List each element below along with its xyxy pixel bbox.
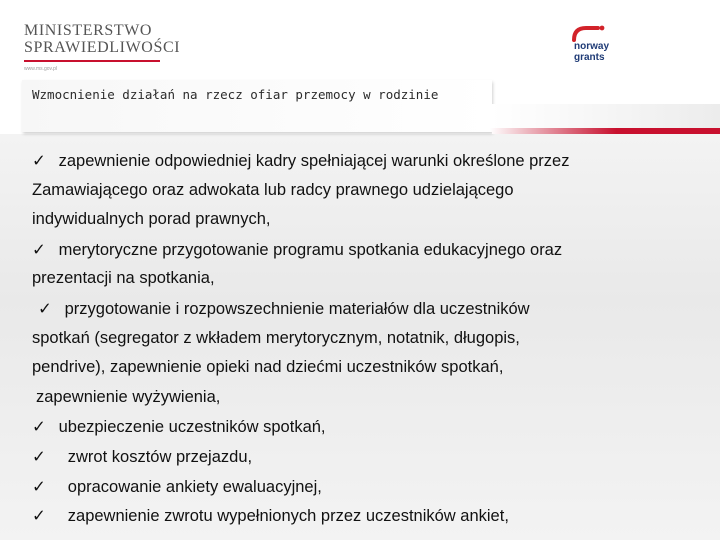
- list-item-text: przygotowanie i rozpowszechnienie materiałów dla uczestników: [64, 299, 530, 318]
- list-item: [32, 501, 692, 531]
- ministry-logo: [24, 22, 181, 78]
- list-item: [32, 442, 692, 472]
- list-item-text: pendrive), zapewnienie opieki nad dziećmi uczestników spotkań,: [32, 358, 504, 377]
- list-item-text: opracowanie ankiety ewaluacyjnej,: [67, 477, 322, 496]
- checkmark-icon: ✓: [32, 446, 46, 466]
- norway-grants-mark-icon: [568, 24, 628, 42]
- norway-grants-line2: grants: [574, 52, 605, 63]
- ministry-logo-underline: [24, 60, 160, 62]
- list-item-continuation: [32, 205, 692, 235]
- norway-grants-line1: norway: [574, 41, 610, 52]
- norway-grants-text: [574, 41, 609, 63]
- list-item: [32, 235, 692, 265]
- list-item-text: zwrot kosztów przejazdu,: [67, 447, 253, 466]
- norway-grants-logo: [560, 24, 632, 74]
- ministry-url: www.ms.gov.pl: [24, 66, 57, 72]
- list-item: [32, 294, 692, 324]
- list-item-text: Zamawiającego oraz adwokata lub radcy prawnego udzielającego: [32, 180, 514, 199]
- list-item-text: ubezpieczenie uczestników spotkań,: [58, 418, 326, 437]
- list-item-continuation: [32, 324, 692, 354]
- list-item-text: prezentacji na spotkania,: [32, 269, 215, 288]
- list-item-continuation: [32, 353, 692, 383]
- list-item-text: merytoryczne przygotowanie programu spotkania edukacyjnego oraz: [58, 240, 563, 259]
- checkmark-icon: ✓: [32, 506, 46, 526]
- list-item-text: indywidualnych porad prawnych,: [32, 210, 271, 229]
- list-item-continuation: [32, 176, 692, 206]
- checkmark-icon: ✓: [32, 417, 46, 437]
- list-item: [32, 472, 692, 502]
- list-item-text: spotkań (segregator z wkładem merytorycznym, notatnik, długopis,: [32, 328, 520, 347]
- slide-content: [32, 146, 692, 531]
- ministry-logo-line2: SPRAWIEDLIWOŚCI: [24, 39, 181, 56]
- ministry-logo-line1: MINISTERSTWO: [24, 22, 153, 39]
- red-accent-stripe: [490, 128, 720, 134]
- page-title: Wzmocnienie działań na rzecz ofiar przemocy w rodzinie: [32, 87, 439, 102]
- checkmark-icon: ✓: [32, 476, 46, 496]
- list-item-text: zapewnienie wyżywienia,: [36, 387, 221, 406]
- list-item-text: zapewnienie odpowiedniej kadry spełniającej warunki określone przez: [58, 152, 570, 170]
- checkmark-icon: ✓: [32, 151, 46, 170]
- list-item-continuation: [32, 383, 692, 413]
- checkmark-icon: ✓: [32, 239, 46, 259]
- checkmark-icon: ✓: [38, 298, 52, 318]
- list-item-continuation: [32, 264, 692, 294]
- list-item: [32, 146, 692, 176]
- list-item-text: zapewnienie zwrotu wypełnionych przez uczestników ankiet,: [67, 507, 509, 526]
- list-item: [32, 412, 692, 442]
- slide-header: [0, 0, 720, 134]
